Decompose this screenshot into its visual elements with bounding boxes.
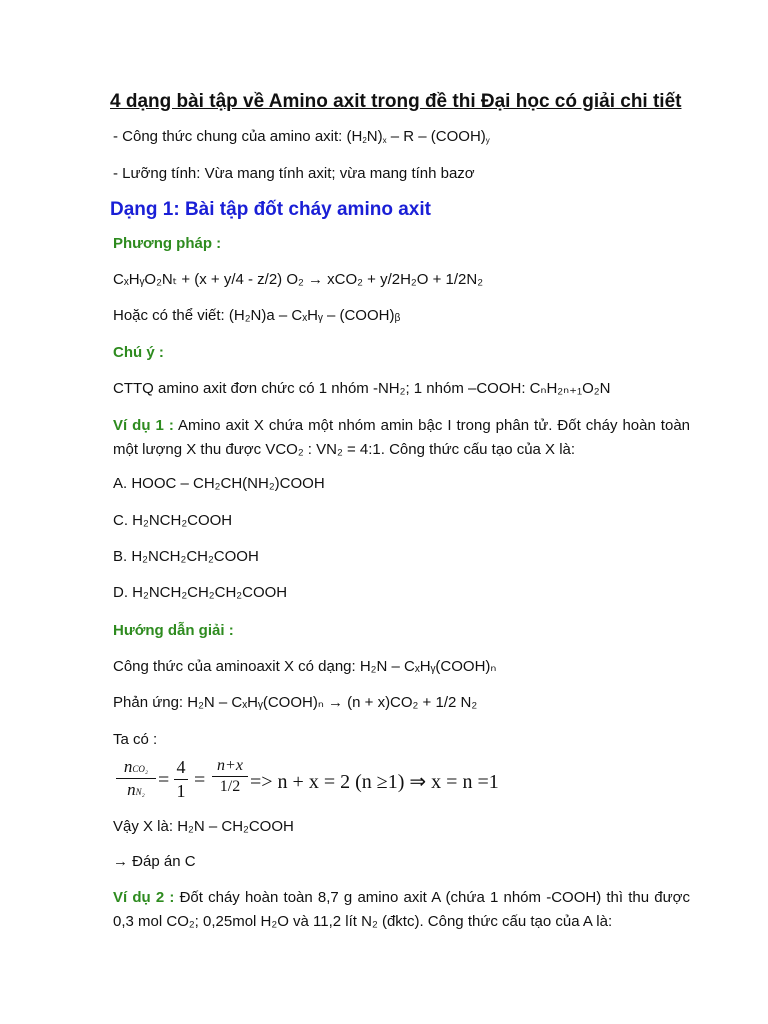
example1-paragraph	[113, 414, 690, 462]
answer-line: → Đáp án C	[113, 853, 196, 870]
solution-line-1: Công thức của aminoaxit X có dạng: H₂N – CₓHᵧ(COOH)ₙ	[113, 658, 497, 675]
solution-label: Hướng dẫn giải :	[113, 622, 234, 639]
method-label: Phương pháp :	[113, 235, 222, 252]
ratio-numerator: nCO₂	[123, 757, 149, 776]
alternative-form: Hoặc có thể viết: (H₂N)a – CₓHᵧ – (COOH)ᵦ	[113, 307, 401, 324]
general-formula-n: N)	[366, 128, 383, 145]
ratio-result: => n + x = 2 (n ≥1) ⇒ x = n =1	[250, 771, 499, 793]
general-formula-mid: – R – (COOH)	[386, 128, 486, 145]
option-c: C. H₂NCH₂COOH	[113, 512, 233, 529]
amphoteric-line: - Lưỡng tính: Vừa mang tính axit; vừa mang tính bazơ	[113, 165, 475, 182]
option-a: A. HOOC – CH₂CH(NH₂)COOH	[113, 475, 325, 492]
general-formula-sub-y: y	[485, 136, 490, 145]
solution-line-2: Phản ứng: H₂N – CₓHᵧ(COOH)ₙ → (n + x)CO₂ + 1/2 N₂	[113, 694, 478, 711]
option-d: D. H₂NCH₂CH₂CH₂COOH	[113, 584, 288, 601]
note-text: CTTQ amino axit đơn chức có 1 nhóm -NH₂; 1 nhóm –COOH: CₙH₂ₙ₊₁O₂N	[113, 380, 611, 397]
general-formula-sub-x: x	[382, 136, 387, 145]
option-b: B. H₂NCH₂CH₂COOH	[113, 548, 259, 565]
note-label: Chú ý :	[113, 344, 164, 361]
example2-text: Đốt cháy hoàn toàn 8,7 g amino axit A (chứa 1 nhóm -COOH) thì thu được 0,3 mol CO₂; 0,25mol H₂O và 11,2 lít N₂ (đktc). Công thức cấu tạo của A là:	[113, 889, 690, 930]
example1-label: Ví dụ 1 :	[113, 417, 174, 434]
nx-over-half: n+x 1/2	[212, 757, 248, 796]
section1-heading: Dạng 1: Bài tập đốt cháy amino axit	[110, 199, 431, 220]
general-formula-sub-2: 2	[362, 136, 367, 145]
general-formula-line	[113, 127, 490, 147]
solution-line-3: Ta có :	[113, 731, 158, 748]
ratio-equation	[116, 757, 556, 807]
ratio-fraction	[116, 757, 156, 800]
general-formula-prefix: - Công thức chung của amino axit: (H	[113, 128, 363, 145]
conclusion-line: Vậy X là: H₂N – CH₂COOH	[113, 818, 294, 835]
ratio-denominator: nN₂	[127, 780, 145, 799]
four-over-one: 4 1	[174, 757, 188, 802]
example1-text: Amino axit X chứa một nhóm amin bậc I trong phân tử. Đốt cháy hoàn toàn một lượng X thu được VCO₂ : VN₂ = 4:1. Công thức cấu tạo của X là:	[113, 417, 691, 458]
page-title: 4 dạng bài tập về Amino axit trong đề thi Đại học có giải chi tiết	[110, 91, 682, 112]
equals-sign-2: =	[194, 769, 206, 791]
combustion-equation: CₓHᵧO₂Nₜ + (x + y/4 - z/2) O₂ → xCO₂ + y/2H₂O + 1/2N₂	[113, 271, 484, 288]
example2-label: Ví dụ 2 :	[113, 889, 175, 906]
equals-sign-1: =	[158, 769, 170, 791]
example2-paragraph	[113, 886, 690, 934]
